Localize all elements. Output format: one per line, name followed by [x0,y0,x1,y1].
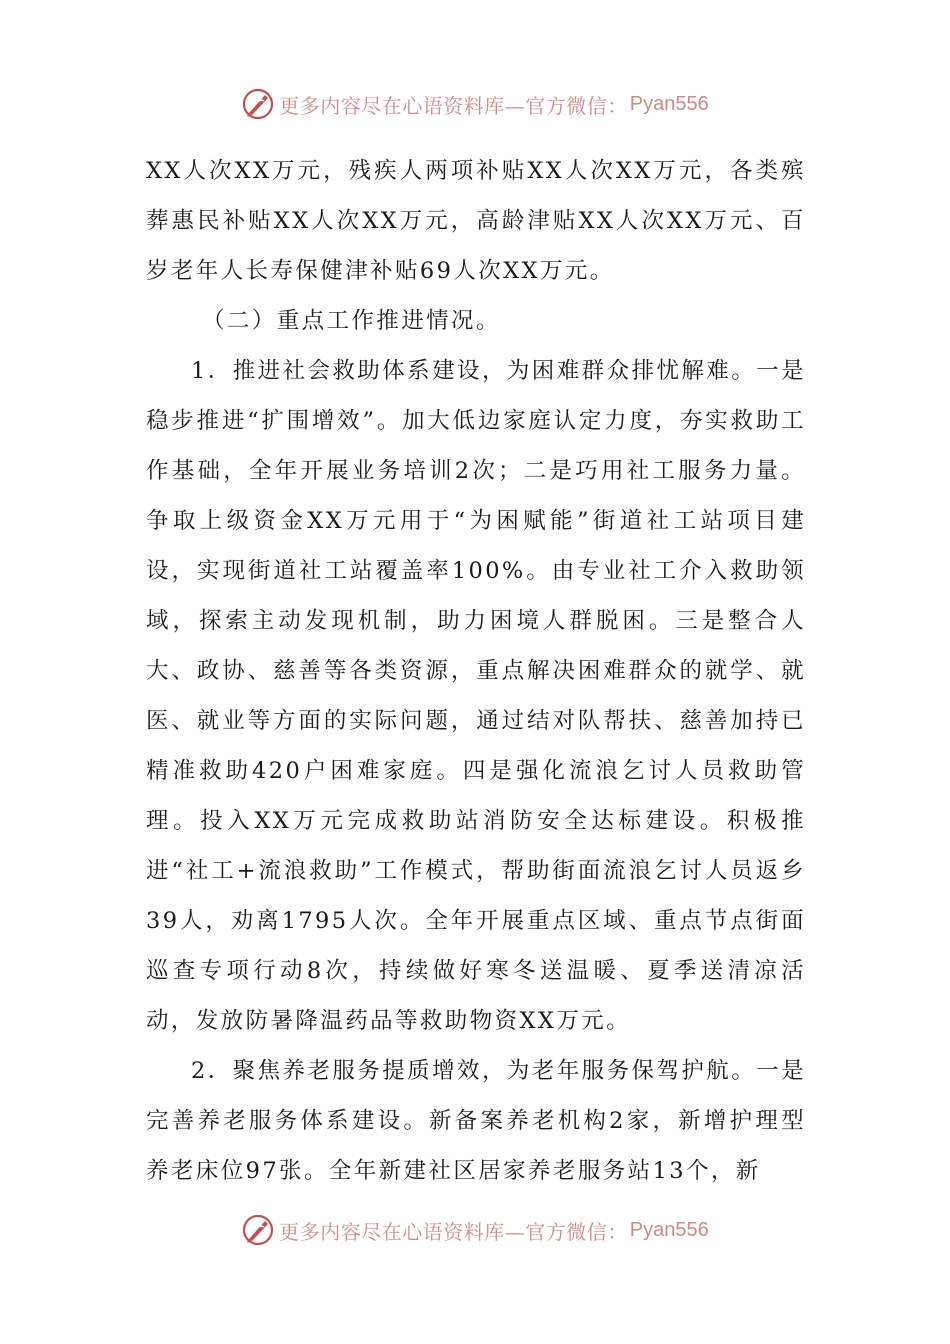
paragraph-continuation: XX人次XX万元，残疾人两项补贴XX人次XX万元，各类殡葬惠民补贴XX人次XX万元，高龄津贴XX人次XX万元、百岁老年人长寿保健津补贴69人次XX万元。 [146,158,806,284]
watermark-wechat-id: Pyan556 [629,92,709,115]
watermark-text: 更多内容尽在心语资料库—官方微信： [279,93,628,118]
paragraph-social-assistance: 1．推进社会救助体系建设，为困难群众排忧解难。一是稳步推进“扩围增效”。加大低边家庭认定力度，夯实救助工作基础，全年开展业务培训2次；二是巧用社工服务力量。争取上级资金XX万元用于“为困赋能”街道社工站项目建设，实现街道社工站覆盖率100%。由专业社工介入救助领域，探索主动发现机制，助力困境人群脱困。三是整合人大、政协、慈善等各类资源，重点解决困难群众的就学、就医、就业等方面的实际问题，通过结对队帮扶、慈善加持已精准救助420户困难家庭。四是强化流浪乞讨人员救助管理。投入XX万元完成救助站消防安全达标建设。积极推进“社工+流浪救助”工作模式，帮助街面流浪乞讨人员返乡39人，劝离1795人次。全年开展重点区域、重点节点街面巡查专项行动8次，持续做好寒冬送温暖、夏季送清凉活动，发放防暑降温药品等救助物资XX万元。 [146,358,806,1034]
document-body [146,146,806,1196]
watermark-wechat-id: Pyan556 [629,1218,709,1241]
pen-logo-icon [241,87,275,121]
section-heading: （二）重点工作推进情况。 [202,308,501,334]
watermark-header [0,86,950,122]
paragraph-elderly-services: 2．聚焦养老服务提质增效，为老年服务保驾护航。一是完善养老服务体系建设。新备案养老机构2家，新增护理型养老床位97张。全年新建社区居家养老服务站13个，新 [146,1058,806,1184]
pen-logo-icon [241,1213,275,1247]
watermark-footer [0,1212,950,1248]
watermark-text: 更多内容尽在心语资料库—官方微信： [279,1219,628,1244]
